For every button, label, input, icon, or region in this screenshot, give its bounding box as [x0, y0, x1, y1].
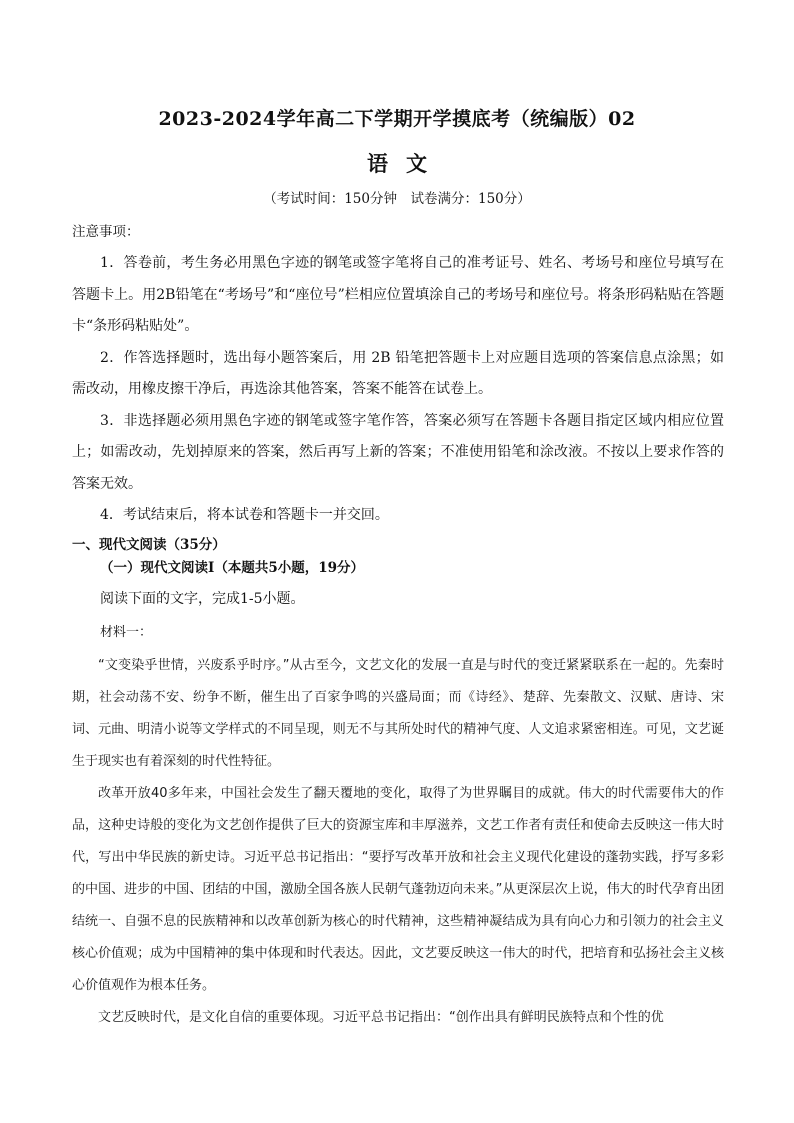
reading-passage [72, 650, 724, 1034]
reading-instruction: 阅读下面的文字，完成1-5小题。 [100, 591, 305, 607]
passage-paragraph: 改革开放40多年来，中国社会发生了翻天覆地的变化，取得了为世界瞩目的成就。伟大的时代需要伟大的作品，这种史诗般的变化为文艺创作提供了巨大的资源宝库和丰厚滋养，文艺工作者有责任和使命去反映这一伟大时代，写出中华民族的新史诗。习近平总书记指出：“要抒写改革开放和社会主义现代化建设的蓬勃实践，抒写多彩的中国、进步的中国、团结的中国，激励全国各族人民朝气蓬勃迈向未来。”从更深层次上说，伟大的时代孕育出团结统一、自强不息的民族精神和以改革创新为核心的时代精神，这些精神凝结成为具有向心力和引领力的社会主义核心价值观；成为中国精神的集中体现和时代表达。因此，文艺要反映这一伟大的时代，把培育和弘扬社会主义核心价值观作为根本任务。 [72, 786, 724, 993]
document-title: 2023-2024学年高二下学期开学摸底考（统编版）02 [158, 108, 636, 130]
exam-info: （考试时间：150分钟 试卷满分：150分） [263, 191, 531, 207]
passage-paragraph: 文艺反映时代，是文化自信的重要体现。习近平总书记指出：“创作出具有鲜明民族特点和个性的优 [98, 1010, 664, 1025]
subject-title: 语文 [367, 151, 445, 176]
section-heading: 一、现代文阅读（35分） [72, 537, 226, 553]
subsection-heading: （一）现代文阅读Ⅰ（本题共5小题，19分） [100, 560, 364, 576]
passage-paragraph: “文变染乎世情，兴废系乎时序。”从古至今，文艺文化的发展一直是与时代的变迁紧紧联系在一起的。先秦时期，社会动荡不安、纷争不断，催生出了百家争鸣的兴盛局面；而《诗经》、楚辞、先秦散文、汉赋、唐诗、宋词、元曲、明清小说等文学样式的不同呈现，则无不与其所处时代的精神气度、人文追求紧密相连。可见，文艺诞生于现实也有着深刻的时代性特征。 [72, 658, 724, 769]
notice-item: 3．非选择题必须用黑色字迹的钢笔或签字笔作答，答案必须写在答题卡各题目指定区域内相应位置上；如需改动，先划掉原来的答案，然后再写上新的答案；不准使用铅笔和涂改液。不按以上要求作答的答案无效。 [72, 412, 724, 492]
notice-list [72, 248, 724, 532]
notice-heading: 注意事项： [72, 224, 140, 240]
material-label: 材料一： [100, 625, 153, 640]
notice-item: 1．答卷前，考生务必用黑色字迹的钢笔或签字笔将自己的准考证号、姓名、考场号和座位号填写在答题卡上。用2B铅笔在“考场号”和“座位号”栏相应位置填涂自己的考场号和座位号。将条形码粘贴在答题卡“条形码粘贴处”。 [72, 255, 724, 334]
notice-item: 2．作答选择题时，选出每小题答案后，用 2B 铅笔把答题卡上对应题目选项的答案信息点涂黑；如需改动，用橡皮擦干净后，再选涂其他答案，答案不能答在试卷上。 [72, 349, 724, 397]
notice-item: 4．考试结束后，将本试卷和答题卡一并交回。 [100, 507, 389, 523]
